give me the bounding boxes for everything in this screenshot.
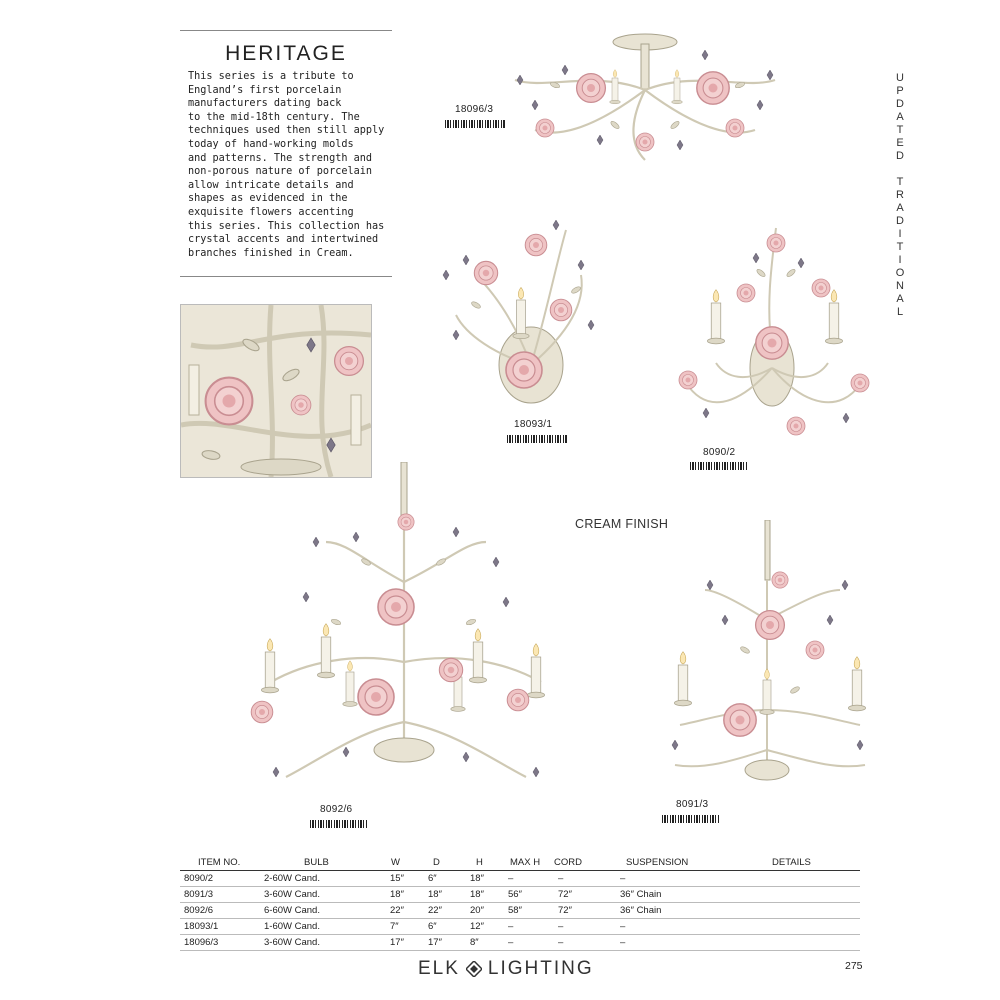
brand-name-left: ELK	[418, 958, 460, 979]
side-caption-letter: I	[898, 228, 902, 240]
description-line: branches finished in Cream.	[188, 247, 354, 259]
brand-logo	[418, 958, 594, 980]
table-cell: 1-60W Cand.	[264, 921, 320, 932]
barcode	[662, 815, 720, 823]
table-cell: 36″ Chain	[620, 905, 662, 916]
side-caption	[890, 72, 910, 319]
column-header: H	[476, 857, 483, 868]
table-cell: 6-60W Cand.	[264, 905, 320, 916]
side-caption-letter: P	[896, 85, 904, 97]
table-cell: 36″ Chain	[620, 889, 662, 900]
barcode	[310, 820, 368, 828]
description-line: exquisite flowers accenting	[188, 206, 354, 218]
sku-label: 8091/3	[676, 799, 709, 810]
spec-table-header	[180, 856, 860, 871]
table-cell: 72″	[558, 905, 572, 916]
table-cell: 12″	[470, 921, 484, 932]
series-description	[188, 70, 388, 260]
side-caption-letter: A	[896, 202, 904, 214]
table-cell: –	[558, 873, 564, 884]
column-header: W	[391, 857, 400, 868]
brand-name-right: LIGHTING	[487, 958, 594, 979]
table-cell: 8″	[470, 937, 479, 948]
description-line: shapes as evidenced in the	[188, 193, 348, 205]
table-cell: 18093/1	[184, 921, 219, 932]
table-cell: 56″	[508, 889, 522, 900]
side-caption-letter: L	[896, 306, 904, 318]
series-title: HERITAGE	[225, 42, 347, 65]
side-caption-letter: A	[896, 111, 904, 123]
table-cell: 3-60W Cand.	[264, 937, 320, 948]
column-header: DETAILS	[772, 857, 811, 868]
table-cell: –	[620, 937, 626, 948]
description-line: non-porous nature of porcelain	[188, 166, 373, 178]
side-caption-letter	[898, 163, 901, 176]
table-cell: 72″	[558, 889, 572, 900]
column-header: SUSPENSION	[626, 857, 689, 868]
side-caption-letter: I	[898, 254, 902, 266]
side-caption-letter: T	[896, 124, 904, 136]
description-line: today of hand-working molds	[188, 138, 354, 150]
table-row	[180, 887, 860, 903]
description-line: allow intricate details and	[188, 179, 354, 191]
side-caption-letter: R	[896, 189, 904, 201]
barcode	[690, 462, 748, 470]
product-photo-8091-3	[655, 520, 880, 792]
table-cell: 58″	[508, 905, 522, 916]
table-cell: 18″	[470, 889, 484, 900]
description-line: England’s first porcelain	[188, 84, 342, 96]
description-line: crystal accents and intertwined	[188, 234, 379, 246]
table-cell: 7″	[390, 921, 399, 932]
description-line: manufacturers dating back	[188, 98, 342, 110]
table-cell: 8091/3	[184, 889, 214, 900]
sku-label: 8090/2	[703, 447, 736, 458]
table-cell: 18096/3	[184, 937, 219, 948]
column-header: BULB	[304, 857, 329, 868]
table-cell: 2-60W Cand.	[264, 873, 320, 884]
table-cell: –	[508, 921, 514, 932]
product-photo-18093-1	[436, 215, 601, 410]
spec-table	[180, 856, 860, 951]
table-cell: 17″	[390, 937, 404, 948]
detail-closeup-photo	[180, 304, 372, 478]
side-caption-letter: A	[896, 293, 904, 305]
side-caption-letter: D	[896, 150, 904, 162]
table-row	[180, 871, 860, 887]
table-cell: 6″	[428, 873, 437, 884]
table-row	[180, 919, 860, 935]
table-cell: 3-60W Cand.	[264, 889, 320, 900]
table-row	[180, 903, 860, 919]
table-cell: –	[558, 921, 564, 932]
side-caption-letter: N	[896, 280, 904, 292]
side-caption-letter: T	[896, 176, 904, 188]
description-line: this series. This collection has	[188, 220, 385, 232]
table-cell: –	[620, 873, 626, 884]
finish-label: CREAM FINISH	[575, 517, 669, 531]
side-caption-letter: D	[896, 98, 904, 110]
table-cell: –	[508, 873, 514, 884]
product-photo-8090-2	[676, 218, 872, 440]
side-caption-letter: U	[896, 72, 904, 84]
table-cell: 18″	[428, 889, 442, 900]
table-cell: 18″	[390, 889, 404, 900]
column-header: D	[433, 857, 440, 868]
description-line: and patterns. The strength and	[188, 152, 373, 164]
table-cell: –	[508, 937, 514, 948]
table-cell: 8090/2	[184, 873, 214, 884]
table-cell: 18″	[470, 873, 484, 884]
table-cell: 8092/6	[184, 905, 214, 916]
column-header: CORD	[554, 857, 582, 868]
table-cell: 15″	[390, 873, 404, 884]
side-caption-letter: E	[896, 137, 904, 149]
product-photo-8092-6	[246, 462, 566, 797]
intro-top-rule	[180, 30, 392, 31]
table-cell: 22″	[390, 905, 404, 916]
sku-label: 8092/6	[320, 804, 353, 815]
column-header: MAX H	[510, 857, 541, 868]
sku-label: 18093/1	[514, 419, 553, 430]
diamond-logo-icon	[466, 961, 482, 977]
description-line: techniques used then still apply	[188, 125, 385, 137]
page-number: 275	[845, 960, 863, 972]
product-photo-18096-3	[505, 30, 785, 165]
table-cell: 6″	[428, 921, 437, 932]
table-cell: 17″	[428, 937, 442, 948]
table-cell: 20″	[470, 905, 484, 916]
description-line: This series is a tribute to	[188, 71, 354, 82]
description-line: to the mid-18th century. The	[188, 111, 360, 123]
side-caption-letter: D	[896, 215, 904, 227]
table-cell: –	[558, 937, 564, 948]
barcode	[507, 435, 567, 443]
side-caption-letter: O	[895, 267, 905, 279]
table-cell: –	[620, 921, 626, 932]
table-row	[180, 935, 860, 951]
intro-bottom-rule	[180, 276, 392, 277]
sku-label: 18096/3	[455, 104, 494, 115]
side-caption-letter: T	[896, 241, 904, 253]
column-header: ITEM NO.	[198, 857, 241, 868]
barcode	[445, 120, 505, 128]
table-cell: 22″	[428, 905, 442, 916]
